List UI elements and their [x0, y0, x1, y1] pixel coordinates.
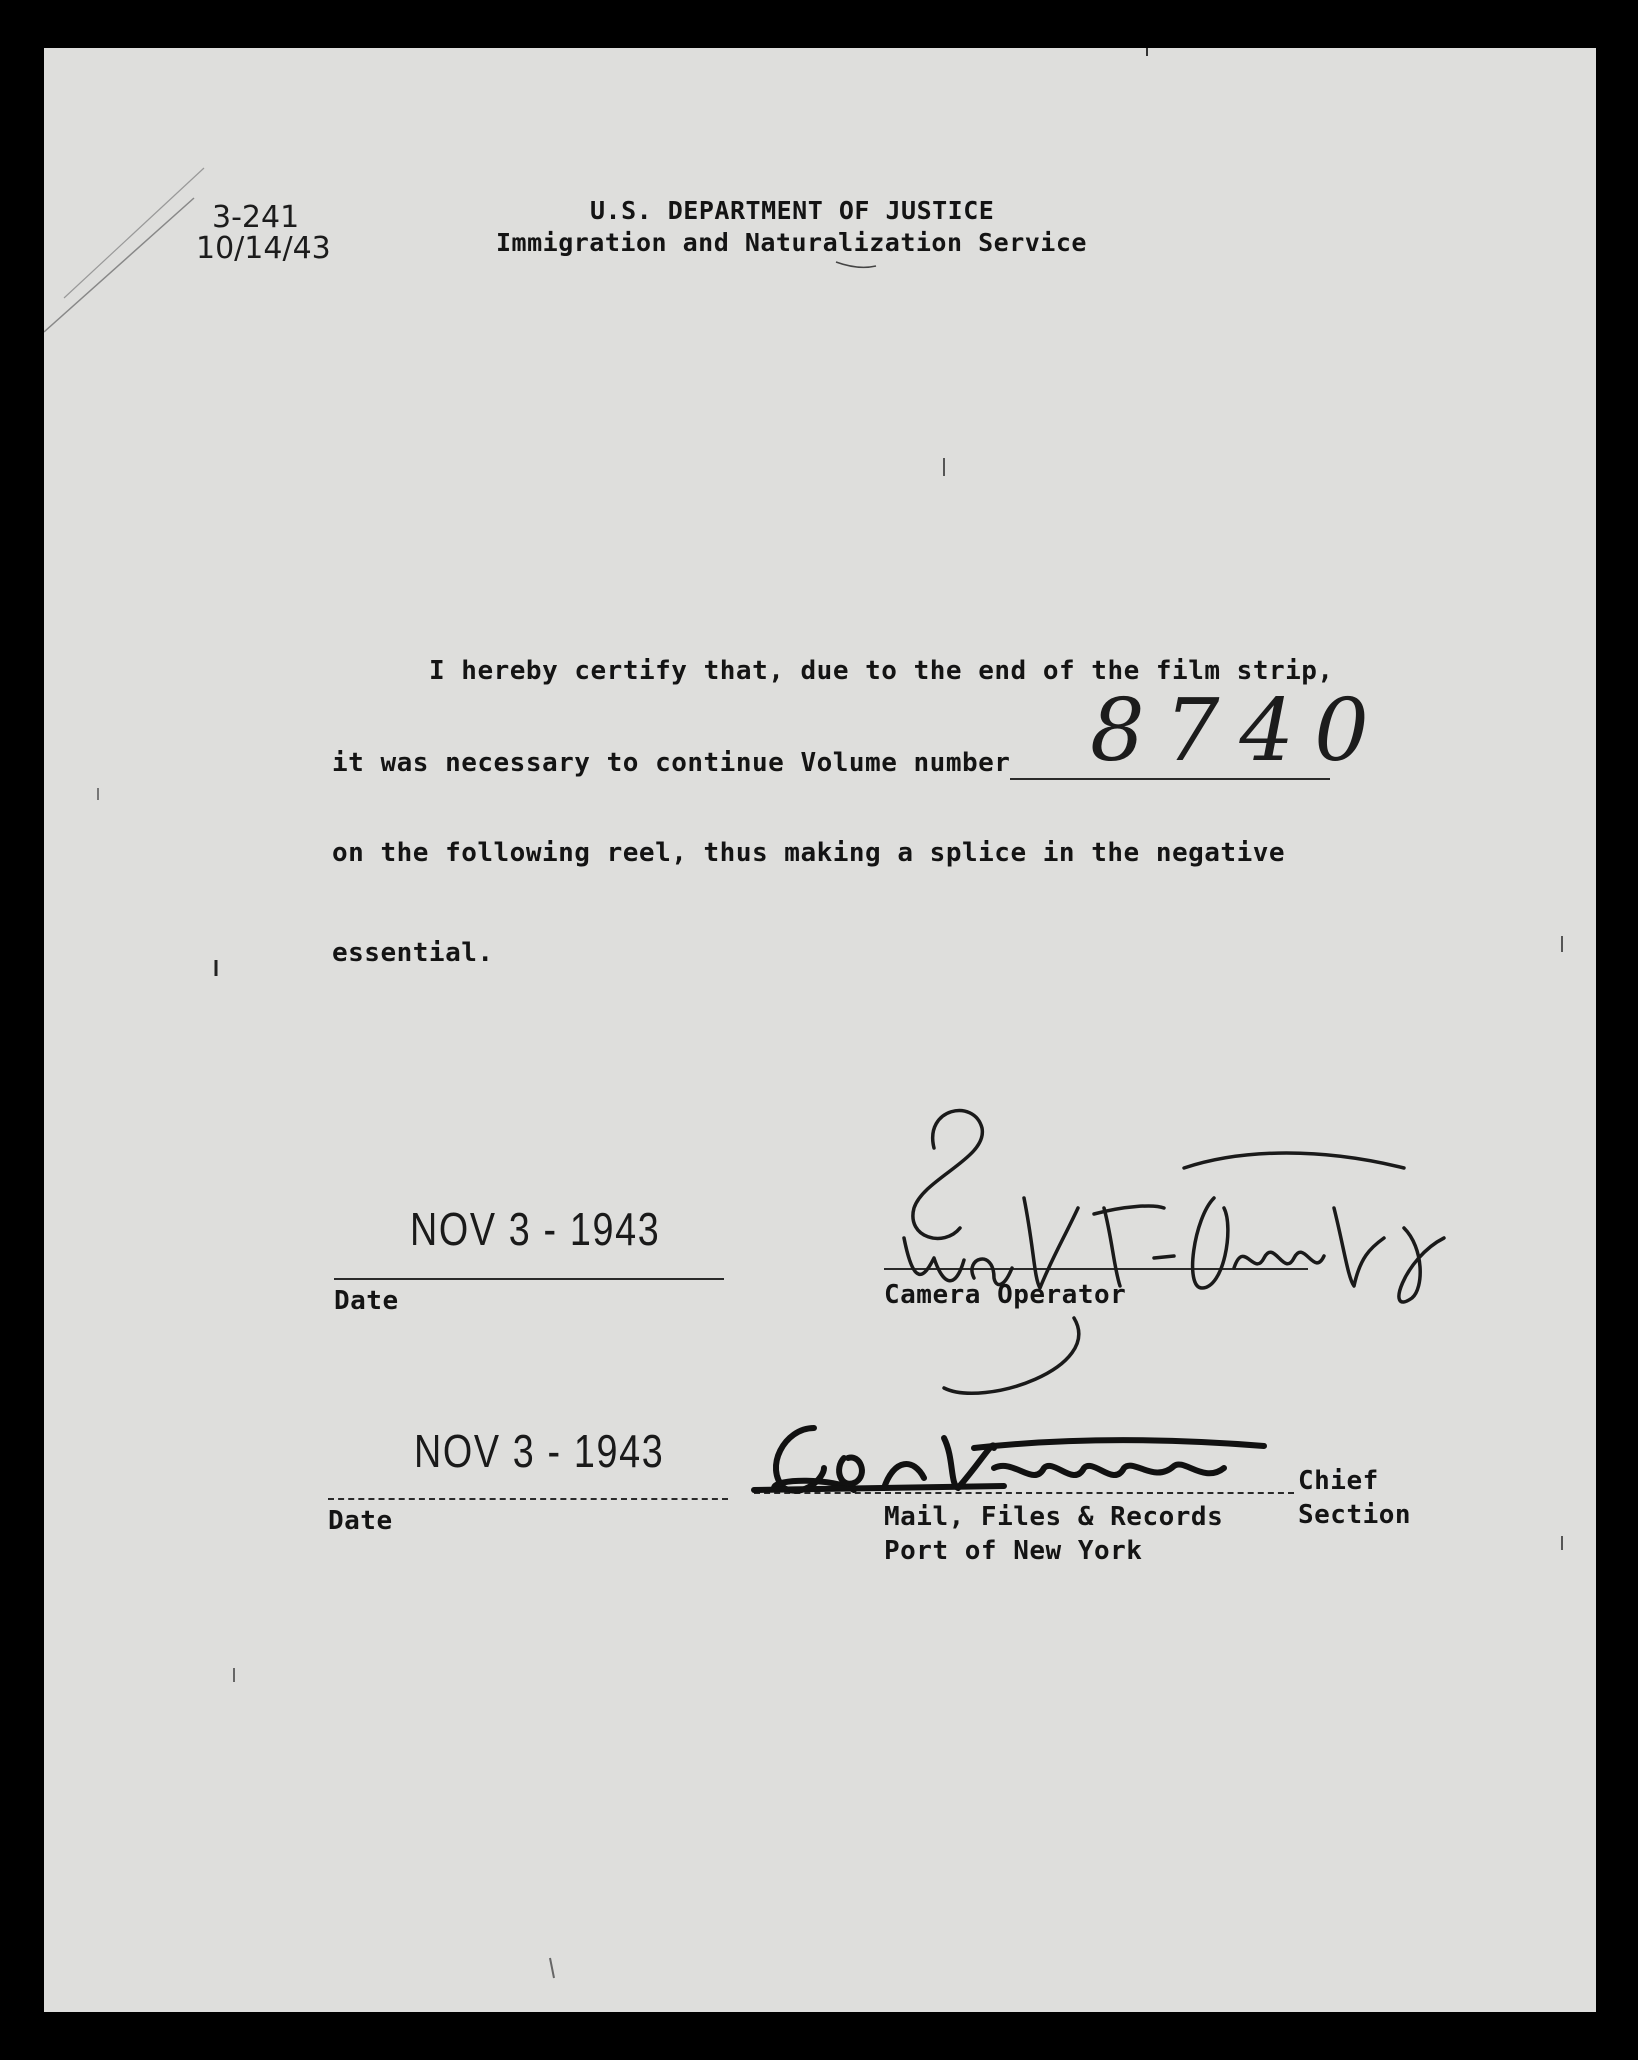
body-line-3: on the following reel, thus making a splice in the negative [332, 838, 1286, 868]
form-number: 3-241 [212, 200, 300, 235]
diagonal-scan-line [64, 168, 204, 298]
date-line-1 [334, 1278, 724, 1280]
chief-label: Chief [1298, 1466, 1379, 1496]
document-page [44, 48, 1596, 2012]
camera-operator-signature [864, 1088, 1524, 1418]
form-date: 10/14/43 [196, 231, 331, 266]
mail-files-records-label: Mail, Files & Records [884, 1502, 1224, 1532]
section-label: Section [1298, 1500, 1412, 1530]
scan-marks [44, 48, 1596, 2012]
chief-signature [744, 1398, 1304, 1538]
date-label-1: Date [334, 1286, 399, 1316]
department-heading: U.S. DEPARTMENT OF JUSTICE [590, 196, 995, 225]
volume-number: 8740 [1090, 681, 1389, 781]
date-stamp-1: NOV 3 - 1943 [410, 1203, 661, 1255]
body-line-2: it was necessary to continue Volume number [332, 748, 1011, 778]
service-heading: Immigration and Naturalization Service [496, 228, 1087, 257]
body-line-1: I hereby certify that, due to the end of the film strip, [429, 656, 1334, 686]
date-stamp-2: NOV 3 - 1943 [414, 1425, 665, 1477]
date-label-2: Date [328, 1506, 393, 1536]
port-of-new-york-label: Port of New York [884, 1536, 1143, 1566]
date-line-2 [328, 1498, 728, 1500]
diagonal-scan-line [44, 198, 194, 332]
body-line-4: essential. [332, 938, 494, 968]
camera-operator-label: Camera Operator [884, 1280, 1127, 1310]
